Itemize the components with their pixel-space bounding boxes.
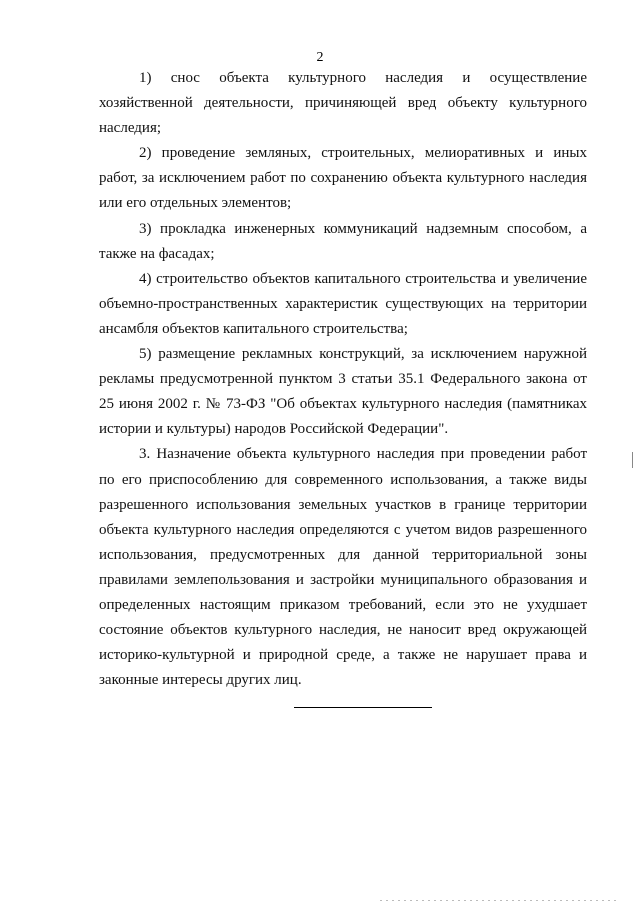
section-3-paragraph: 3. Назначение объекта культурного наследия при проведении работ по его приспособлению для современного использования, а также виды разрешенного использования земельных участков в границе территории объекта культурного наследия определяются с учетом видов разрешенного использования, предусмотренных для данной территориальной зоны правилами землепользования и застройки муниципального образования и определенных настоящим приказом требований, если это не ухудшает состояние объектов культурного наследия, не наносит вред окружающей историко-культурной и природной среде, а также не нарушает права и законные интересы других лиц. — [99, 446, 587, 689]
list-item-1: 1) снос объекта культурного наследия и осуществление хозяйственной деятельности, причиняющей вред объекту культурного наследия; — [99, 70, 587, 137]
list-item-4: 4) строительство объектов капитального строительства и увеличение объемно-пространственных характеристик существующих на территории ансамбля объектов капитального строительства; — [99, 270, 587, 337]
page-number: 2 — [316, 50, 324, 65]
list-item-5: 5) размещение рекламных конструкций, за исключением наружной рекламы предусмотренной пунктом 3 статьи 35.1 Федерального закона от 25 июня 2002 г. № 73-ФЗ "Об объектах культурного наследия (памятниках истории и культуры) народов Российской Федерации". — [99, 346, 587, 438]
scan-artifact-mark — [632, 452, 633, 468]
list-item-3: 3) прокладка инженерных коммуникаций надземным способом, а также на фасадах; — [99, 220, 587, 262]
scan-artifact-dots — [380, 900, 620, 901]
document-body — [99, 66, 587, 693]
end-of-text-divider — [294, 707, 432, 708]
list-item-2: 2) проведение земляных, строительных, мелиоративных и иных работ, за исключением работ по сохранению объекта культурного наследия или его отдельных элементов; — [99, 145, 587, 212]
